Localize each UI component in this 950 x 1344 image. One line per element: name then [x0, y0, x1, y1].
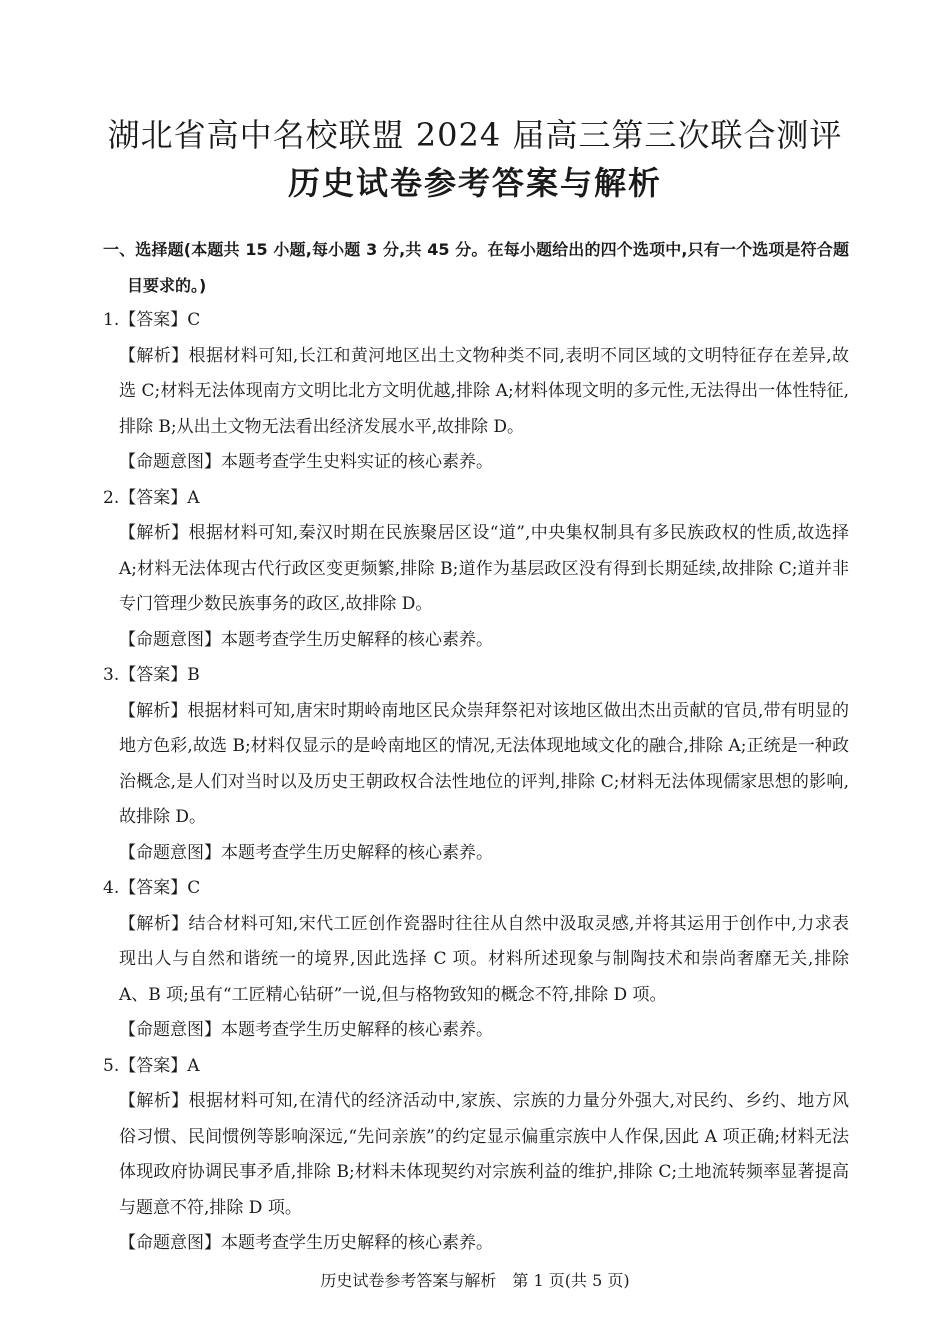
question-answer: 1.【答案】C	[103, 310, 201, 330]
document-subtitle: 历史试卷参考答案与解析	[287, 164, 662, 202]
question-block	[103, 481, 849, 659]
page-footer: 历史试卷参考答案与解析 第 1 页(共 5 页)	[320, 1271, 630, 1290]
question-analysis: 【解析】根据材料可知,长江和黄河地区出土文物种类不同,表明不同区域的文明特征存在差异,故选 C;材料无法体现南方文明比北方文明优越,排除 A;材料体现文明的多元性,无法得出一体性特征,排除 B;从出土文物无法看出经济发展水平,故排除 D。	[119, 345, 849, 437]
question-intent: 【命题意图】本题考查学生历史解释的核心素养。	[119, 629, 493, 650]
exam-title: 湖北省高中名校联盟 2024 届高三第三次联合测评	[107, 116, 843, 154]
question-answer: 5.【答案】A	[103, 1055, 200, 1076]
question-intent: 【命题意图】本题考查学生历史解释的核心素养。	[119, 842, 493, 863]
question-analysis: 【解析】结合材料可知,宋代工匠创作瓷器时往往从自然中汲取灵感,并将其运用于创作中,力求表现出人与自然和谐统一的境界,因此选择 C 项。材料所述现象与制陶技术和崇尚奢靡无关,排除 A、B 项;虽有“工匠精心钻研”一说,但与格物致知的概念不符,排除 D 项。	[119, 913, 849, 1005]
question-analysis: 【解析】根据材料可知,秦汉时期在民族聚居区设“道”,中央集权制具有多民族政权的性质,故选择 A;材料无法体现古代行政区变更频繁,排除 B;道作为基层政区没有得到长期延续,故排除 C;道并非专门管理少数民族事务的政区,故排除 D。	[119, 523, 849, 614]
question-answer: 2.【答案】A	[103, 487, 200, 508]
question-analysis: 【解析】根据材料可知,在清代的经济活动中,家族、宗族的力量分外强大,对民约、乡约、地方风俗习惯、民间惯例等影响深远,“先问亲族”的约定显示偏重宗族中人作保,因此 A 项正确;材料无法体现政府协调民事矛盾,排除 B;材料未体现契约对宗族利益的维护,排除 C;土地流转频率显著提高与题意不符,排除 D 项。	[119, 1091, 849, 1218]
question-intent: 【命题意图】本题考查学生历史解释的核心素养。	[119, 1233, 493, 1253]
question-block	[103, 871, 849, 1049]
question-answer: 4.【答案】C	[103, 878, 201, 898]
question-answer: 3.【答案】B	[103, 665, 200, 685]
question-block	[103, 658, 849, 871]
section-heading: 一、选择题(本题共 15 小题,每小题 3 分,共 45 分。在每小题给出的四个选项中,只有一个选项是符合题目要求的。)	[103, 240, 849, 295]
question-block	[103, 1049, 849, 1262]
question-analysis: 【解析】根据材料可知,唐宋时期岭南地区民众崇拜祭祀对该地区做出杰出贡献的官员,带有明显的地方色彩,故选 B;材料仅显示的是岭南地区的情况,无法体现地域文化的融合,排除 A;正统是一种政治概念,是人们对当时以及历史王朝政权合法性地位的评判,排除 C;材料无法体现儒家思想的影响,故排除 D。	[119, 700, 849, 827]
question-block	[103, 303, 849, 481]
answer-content	[103, 232, 849, 1262]
question-intent: 【命题意图】本题考查学生史料实证的核心素养。	[119, 452, 493, 472]
question-intent: 【命题意图】本题考查学生历史解释的核心素养。	[119, 1020, 493, 1040]
